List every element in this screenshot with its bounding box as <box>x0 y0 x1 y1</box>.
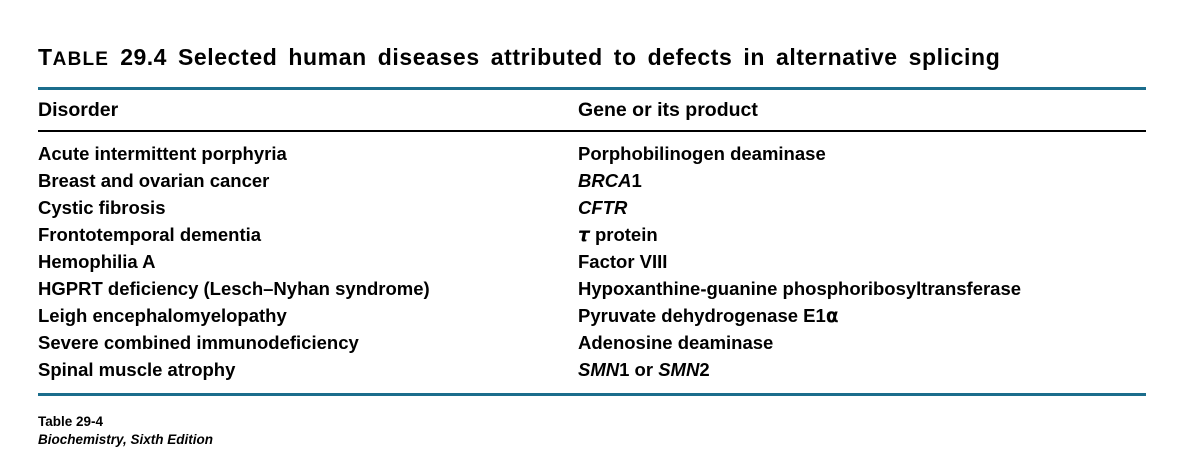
cell-gene <box>578 357 1146 394</box>
cell-gene <box>578 330 1146 357</box>
gene-text-part: Hypoxanthine-guanine phosphoribosyltransferase <box>578 278 1022 299</box>
cell-disorder: Cystic fibrosis <box>38 197 166 218</box>
gene-text-part: α <box>825 306 839 327</box>
gene-text-part: BRCA <box>578 170 632 191</box>
table-header <box>38 90 1146 130</box>
table-row <box>38 195 1146 222</box>
table-row <box>38 303 1146 330</box>
table-row <box>38 357 1146 394</box>
caption-source: Biochemistry, Sixth Edition <box>38 432 214 448</box>
gene-text-part: Factor VIII <box>578 251 668 272</box>
cell-disorder: Breast and ovarian cancer <box>38 170 270 191</box>
cell-gene <box>578 195 1146 222</box>
cell-gene <box>578 222 1146 249</box>
table-body <box>38 132 1146 393</box>
table-label-rest: ABLE <box>52 49 110 70</box>
gene-text-part: Adenosine deaminase <box>578 332 774 353</box>
gene-text-part: SMN <box>578 359 620 380</box>
cell-gene <box>578 168 1146 195</box>
cell-disorder: Acute intermittent porphyria <box>38 143 287 164</box>
column-header-disorder: Disorder <box>38 99 119 121</box>
column-header-gene: Gene or its product <box>578 99 758 121</box>
gene-text-part: protein <box>589 224 658 245</box>
gene-text-part: τ <box>578 225 590 246</box>
cell-disorder: Hemophilia A <box>38 251 156 272</box>
cell-disorder: Frontotemporal dementia <box>38 224 262 245</box>
gene-text-part: Porphobilinogen deaminase <box>578 143 826 164</box>
table-row <box>38 168 1146 195</box>
table-row <box>38 132 1146 168</box>
cell-disorder: Severe combined immunodeficiency <box>38 332 359 353</box>
table-row <box>38 276 1146 303</box>
table-row <box>38 330 1146 357</box>
caption-table-number: Table 29-4 <box>38 414 104 429</box>
table-row <box>38 249 1146 276</box>
table-title <box>38 0 1146 87</box>
diseases-table-body <box>38 132 1146 393</box>
gene-text-part: 2 <box>699 359 710 380</box>
gene-text-part: CFTR <box>578 197 628 218</box>
cell-gene <box>578 249 1146 276</box>
cell-gene <box>578 303 1146 330</box>
gene-text-part: 1 <box>631 170 642 191</box>
table-label-initial: T <box>38 44 53 70</box>
cell-disorder: HGPRT deficiency (Lesch–Nyhan syndrome) <box>38 278 430 299</box>
table-row <box>38 222 1146 249</box>
gene-text-part: SMN <box>658 359 700 380</box>
gene-text-part: 1 or <box>619 359 659 380</box>
cell-disorder: Leigh encephalomyelopathy <box>38 305 287 326</box>
table-header-row <box>38 90 1146 130</box>
table-number: 29.4 <box>120 44 167 70</box>
cell-gene <box>578 132 1146 168</box>
cell-disorder: Spinal muscle atrophy <box>38 359 236 380</box>
cell-gene <box>578 276 1146 303</box>
diseases-table <box>38 90 1146 130</box>
figure-caption <box>38 396 1146 449</box>
table-title-text: Selected human diseases attributed to defects in alternative splicing <box>177 44 1001 70</box>
gene-text-part: Pyruvate dehydrogenase E1 <box>578 305 826 326</box>
